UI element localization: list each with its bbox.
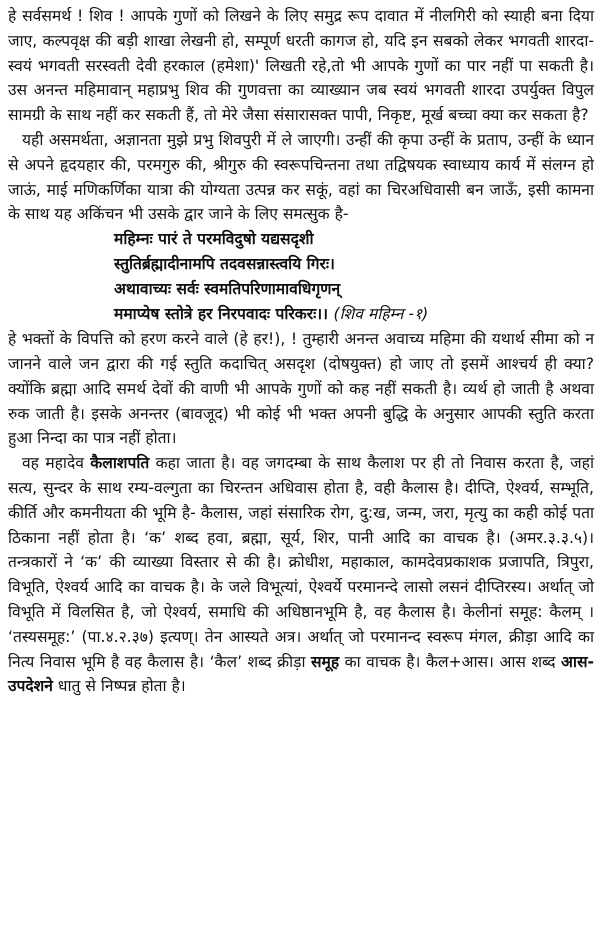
paragraph-kailash (8, 451, 594, 699)
paragraph-verse-meaning: हे भक्तों के विपत्ति को हरण करने वाले (हे हर!), ! तुम्हारी अनन्त अवाच्य महिमा की यथार्थ सीमा को न जानने वाले जन द्वारा की गई स्तुति कदाचित् असदृश (दोषयुक्त) हो जाए तो इसमें आश्चर्य ही क्या? क्योंकि ब्रह्मा आदि समर्थ देवों की वाणी भी आपके गुणों को कह नहीं सकती है। व्यर्थ हो जाती है अथवा रुक जाती है। इसके अनन्तर (बावजूद) भी कोई भी भक्त अपनी बुद्धि के अनुसार आपकी स्तुति करता हुआ निन्दा का पात्र नहीं होता। (8, 330, 594, 448)
verse-line-4-text: ममाप्येष स्तोत्रे हर निरपवादः परिकरः।। (114, 305, 329, 324)
samooh-term: समूह (311, 652, 340, 671)
paragraph-praise: हे सर्वसमर्थ ! शिव ! आपके गुणों को लिखने के लिए समुद्र रूप दावात में नीलगिरी को स्याही बना दिया जाए, कल्पवृक्ष की बड़ी शाखा लेखनी हो, सम्पूर्ण धरती कागज हो, यदि इन सबको लेकर भगवती शारदा-स्वयं भगवती सरस्वती देवी हरकाल (हमेशा)' लिखती रहे,तो भी आपके गुणों का पार नहीं पा सकती है। उस अनन्त महिमावान् महाप्रभु शिव की गुणवत्ता का व्याख्यान जब स्वयं भगवती शारदा उपर्युक्त विपुल सामग्री के साथ नहीं कर सकती हैं, तो मेरे जैसा संसारासक्त पापी, निकृष्ट, मूर्ख बच्चा क्या कर सकता है? (8, 7, 594, 125)
verse-reference: (शिव महिम्न -१) (333, 305, 429, 324)
sanskrit-verse (114, 227, 594, 327)
kailash-text-b: कहा जाता है। वह जगदम्बा के साथ कैलाश पर ही तो निवास करता है, जहां सत्य, सुन्दर के साथ रम्य-वल्गुता का चिरन्तन अधिवास होता है, वही कैलास है। दीप्ति, ऐश्वर्य, सम्भूति, कीर्ति और कमनीयता की भूमि है- कैलास, जहां संसारिक रोग, दु:ख, जन्म, जरा, मृत्यु का कही कोई पता ठिकाना नहीं होता है। ‘क’ शब्द हवा, ब्रह्मा, सूर्य, शिर, पानी आदि का वाचक है। (अमर.३.३.५)। तन्त्रकारों ने ‘क’ की व्याख्या विस्तार से की है। क्रोधीश, महाकाल, कामदेवप्रकाशक प्रजापति, त्रिपुरा, विभूति, ऐश्वर्य आदि का वाचक है। के जले विभूत्यां, ऐश्वर्ये परमानन्दे लासो लसनं दीप्तिरस्य। अर्थात् जो विभूति में विलसित है, जो ऐश्वर्य, समाधि की अधिष्ठानभूमि है, वह कैलास है। केलीनां समूह: कैलम् । ‘तस्यसमूह:’ (पा.४.२.३७) इत्यण्। तेन आस्यते अत्र। अर्थात् जो परमानन्द स्वरूप मंगल, क्रीड़ा आदि का नित्य निवास भूमि है वह कैलास है। ‘कैल’ शब्द क्रीड़ा (8, 454, 594, 671)
kailash-text-c: का वाचक है। कैल+आस। आस शब्द (339, 652, 562, 671)
verse-line-4 (114, 302, 594, 327)
kailash-text-d: धातु से निष्पन्न होता है। (52, 677, 186, 696)
kailash-text-a: वह महादेव (22, 454, 91, 473)
verse-line-3: अथावाच्यः सर्वः स्वमतिपरिणामावधिगृणन् (114, 280, 341, 299)
verse-line-2: स्तुतिर्ब्रह्मादीनामपि तदवसन्नास्त्वयि गिरः। (114, 255, 335, 274)
aas-upadeshane-term: आस-उपदेशने (8, 652, 594, 696)
kailashpati-term: कैलाशपति (90, 454, 150, 473)
paragraph-intent: यही असमर्थता, अज्ञानता मुझे प्रभु शिवपुरी में ले जाएगी। उन्हीं की कृपा उन्हीं के प्रताप, उन्हीं के ध्यान से अपने हृदयहार की, परमगुरु की, श्रीगुरु की स्वरूपचिन्तना तथा तद्विषयक स्वाध्याय कार्य में संलग्न हो जाऊं, माई मणिकर्णिका यात्रा की योग्यता उत्पन्न कर सकूं, वहां का चिरअधिवासी बन जाऊँ, इसी कामना के साथ यह अकिंचन भी उसके द्वार जाने के लिए समत्सुक है- (8, 130, 594, 224)
verse-line-1: महिम्नः पारं ते परमविदुषो यद्यसदृशी (114, 230, 314, 249)
